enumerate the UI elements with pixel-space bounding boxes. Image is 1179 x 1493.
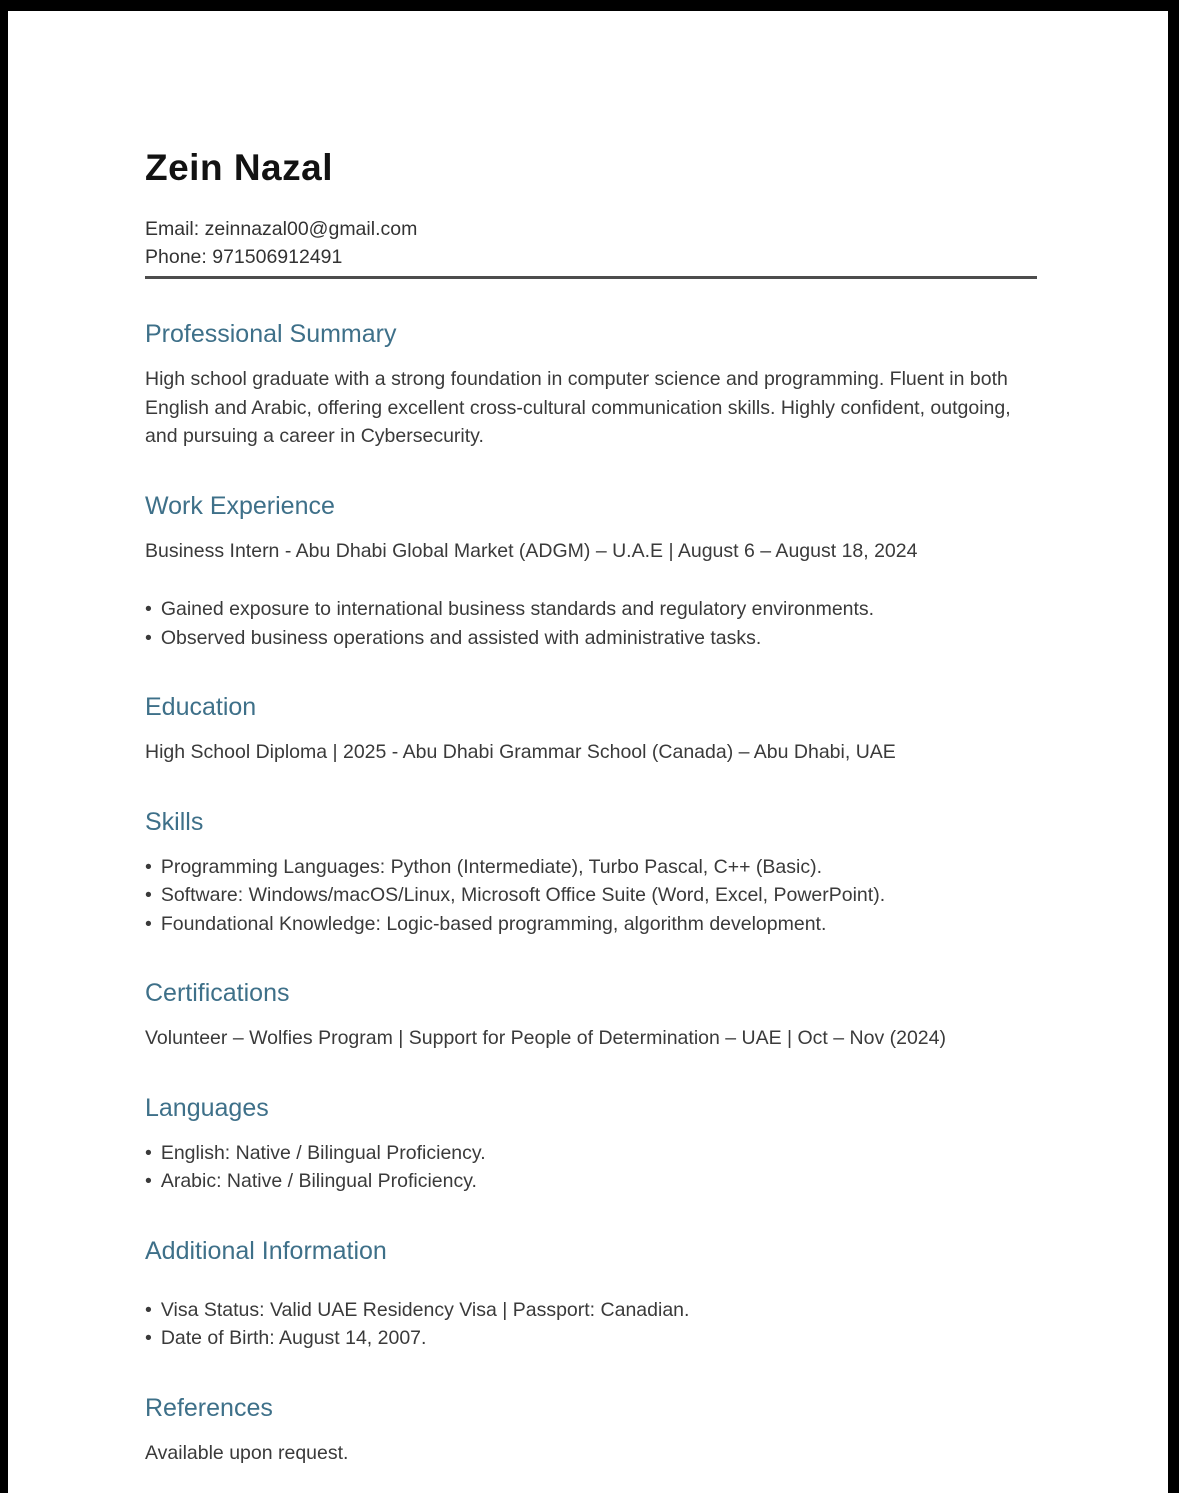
section-title-additional-information: Additional Information: [145, 1236, 387, 1265]
section-title-certifications: Certifications: [145, 979, 290, 1007]
additional-bullet-text: Date of Birth: August 14, 2007.: [160, 1327, 427, 1349]
skills-bullet-text: Programming Languages: Python (Intermediate), Turbo Pascal, C++ (Basic).: [160, 855, 822, 878]
bullet-icon: •: [145, 1327, 152, 1349]
list-item: [145, 624, 1037, 653]
list-item: [145, 1324, 1037, 1353]
additional-bullet-list: [145, 1296, 1037, 1353]
summary-paragraph: High school graduate with a strong foundation in computer science and programming. Fluent in both English and Arabic, offering excellent cross-cultural communication skills. Highly confident, outgoing, and pursuing a career in Cybersecurity.: [145, 368, 1011, 447]
section-references: [145, 1393, 1037, 1468]
languages-bullet-list: [145, 1139, 1037, 1196]
section-work-experience: [145, 491, 1037, 653]
list-item: [145, 881, 1037, 910]
section-certifications: [145, 978, 1037, 1053]
bullet-icon: •: [145, 912, 152, 935]
additional-bullet-text: Visa Status: Valid UAE Residency Visa | Passport: Canadian.: [160, 1298, 690, 1321]
section-title-education: Education: [145, 693, 257, 721]
section-additional-information: [145, 1236, 1037, 1353]
list-item: [145, 1139, 1037, 1168]
list-item: [145, 910, 1037, 939]
resume-name: Zein Nazal: [145, 147, 333, 188]
list-item: [145, 853, 1037, 882]
section-education: [145, 692, 1037, 767]
work-role-line: Business Intern - Abu Dhabi Global Market (ADGM) – U.A.E | August 6 – August 18, 2024: [145, 539, 918, 562]
certifications-line: Volunteer – Wolfies Program | Support for People of Determination – UAE | Oct – Nov (2024): [145, 1027, 946, 1049]
bullet-icon: •: [145, 855, 152, 878]
work-bullet-text: Gained exposure to international business standards and regulatory environments.: [160, 598, 875, 620]
bullet-icon: •: [145, 884, 152, 906]
list-item: [145, 1167, 1037, 1196]
contact-phone: Phone: 971506912491: [145, 246, 343, 268]
references-line: Available upon request.: [145, 1441, 349, 1464]
skills-bullet-text: Foundational Knowledge: Logic-based programming, algorithm development.: [160, 912, 827, 935]
section-title-languages: Languages: [145, 1093, 269, 1122]
list-item: [145, 595, 1037, 624]
section-title-work-experience: Work Experience: [145, 491, 335, 520]
bullet-icon: •: [145, 1141, 152, 1164]
bullet-icon: •: [145, 1170, 152, 1192]
contact-block: [145, 215, 1037, 271]
section-professional-summary: [145, 319, 1037, 451]
contact-email: Email: zeinnazal00@gmail.com: [145, 218, 418, 240]
section-languages: [145, 1093, 1037, 1196]
header-divider: [145, 276, 1037, 279]
section-title-skills: Skills: [145, 807, 204, 836]
skills-bullet-list: [145, 853, 1037, 939]
skills-bullet-text: Software: Windows/macOS/Linux, Microsoft Office Suite (Word, Excel, PowerPoint).: [160, 884, 886, 906]
section-title-references: References: [145, 1393, 273, 1422]
languages-bullet-text: English: Native / Bilingual Proficiency.: [160, 1141, 486, 1164]
section-title-professional-summary: Professional Summary: [145, 320, 397, 348]
work-bullet-list: [145, 595, 1037, 652]
bullet-icon: •: [145, 1298, 152, 1321]
work-bullet-text: Observed business operations and assisted with administrative tasks.: [160, 626, 762, 649]
section-skills: [145, 807, 1037, 939]
bullet-icon: •: [145, 598, 152, 620]
education-line: High School Diploma | 2025 - Abu Dhabi Grammar School (Canada) – Abu Dhabi, UAE: [145, 741, 896, 763]
list-item: [145, 1296, 1037, 1325]
resume-page: [8, 11, 1168, 1493]
bullet-icon: •: [145, 626, 152, 649]
languages-bullet-text: Arabic: Native / Bilingual Proficiency.: [160, 1170, 477, 1192]
